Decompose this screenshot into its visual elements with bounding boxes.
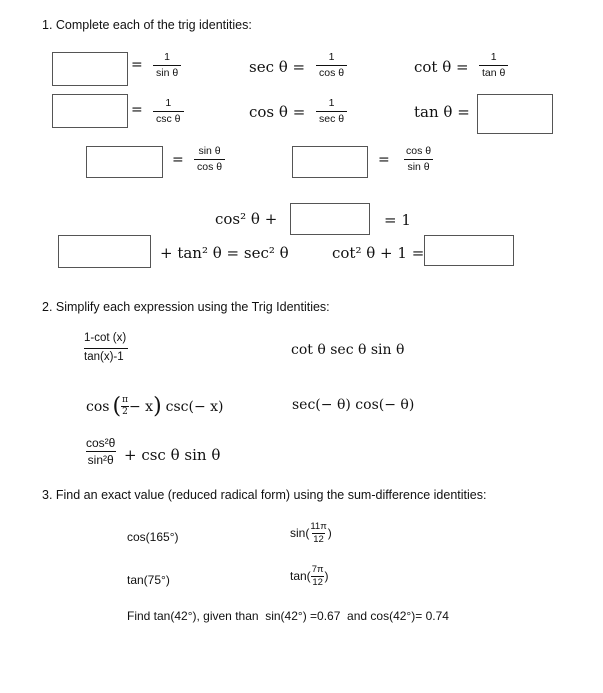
equals-one: = 1 [384, 211, 411, 229]
answer-box-6[interactable] [290, 203, 370, 235]
sin-suffix: ) [327, 526, 332, 540]
expression-1-denominator: tan(x)-1 [84, 348, 128, 364]
pi-over-two-fraction [121, 396, 129, 417]
expression-3-cos: cos [86, 398, 110, 415]
expression-4: sec(− θ) cos(− θ) [292, 397, 415, 413]
answer-box-2[interactable] [52, 94, 128, 128]
cot-label: cot θ = [414, 58, 469, 76]
fraction-numerator: 1 [490, 51, 497, 63]
left-paren: ( [112, 394, 122, 419]
section1-heading: 1. Complete each of the trig identities: [42, 18, 252, 32]
answer-box-8[interactable] [424, 235, 514, 266]
fraction-numerator: 1 [328, 51, 335, 63]
fraction-1-over-csc [153, 98, 184, 124]
equals-sign: = [378, 152, 390, 168]
problem-tan-7pi-12 [290, 565, 329, 587]
seven-pi-over-twelve [311, 565, 325, 587]
fraction-1-over-sec [316, 98, 347, 124]
expression-2: cot θ sec θ sin θ [291, 342, 405, 358]
equals-sign: = [131, 102, 143, 118]
fraction-denominator: tan θ [479, 65, 508, 79]
cos-squared-plus: cos² θ + [215, 210, 278, 228]
expression-1-numerator: 1-cot (x) [84, 332, 127, 344]
problem-tan-42: Find tan(42°), given than sin(42°) =0.67 and cos(42°)= 0.74 [127, 609, 449, 623]
eleven-pi-over-twelve [309, 522, 327, 544]
fraction-1-over-cos [316, 52, 347, 78]
fraction-cos-over-sin [403, 146, 434, 172]
fraction-denominator: cos θ [316, 65, 347, 79]
fraction-1-over-sin [153, 52, 181, 78]
answer-box-1[interactable] [52, 52, 128, 86]
expression-1 [84, 333, 130, 363]
fraction-denominator: 12 [312, 576, 323, 588]
answer-box-7[interactable] [58, 235, 151, 268]
expression-3-csc: csc(− x) [165, 398, 224, 415]
sin-prefix: sin( [290, 526, 310, 540]
problem-tan-75: tan(75°) [127, 573, 170, 587]
fraction-denominator: sin²θ [87, 453, 114, 467]
cot-squared-plus-one: cot² θ + 1 = [332, 244, 425, 262]
cos-label: cos θ = [249, 103, 306, 121]
fraction-denominator: 12 [313, 533, 324, 545]
expression-5-tail: + csc θ sin θ [124, 446, 221, 464]
fraction-numerator: cos²θ [86, 436, 116, 450]
problem-sin-11pi-12 [290, 522, 332, 544]
tan-suffix: ) [324, 569, 329, 583]
fraction-numerator: sin θ [198, 145, 221, 157]
fraction-numerator: 1 [328, 97, 335, 109]
fraction-numerator: 1 [165, 97, 172, 109]
tan-prefix: tan( [290, 569, 311, 583]
fraction-numerator: cos θ [406, 145, 432, 157]
tan-squared-identity: + tan² θ = sec² θ [160, 244, 289, 262]
sec-label: sec θ = [249, 58, 306, 76]
expression-3 [86, 394, 224, 419]
fraction-denominator: sin θ [404, 159, 432, 173]
answer-box-3[interactable] [477, 94, 553, 134]
fraction-denominator: csc θ [153, 111, 184, 125]
right-paren: ) [153, 394, 162, 419]
fraction-denominator: sin θ [153, 65, 181, 79]
fraction-denominator: 2 [122, 407, 128, 417]
answer-box-5[interactable] [292, 146, 368, 178]
tan-label: tan θ = [414, 103, 470, 121]
answer-box-4[interactable] [86, 146, 163, 178]
section2-heading: 2. Simplify each expression using the Trig Identities: [42, 300, 330, 314]
expression-3-minus-x: − x [128, 398, 154, 415]
fraction-denominator: sec θ [316, 111, 347, 125]
fraction-sin-over-cos [194, 146, 225, 172]
fraction-numerator: π [122, 395, 128, 405]
fraction-numerator: 7π [311, 564, 324, 575]
fraction-numerator: 11π [310, 521, 327, 532]
problem-cos-165: cos(165°) [127, 530, 179, 544]
fraction-denominator: cos θ [194, 159, 225, 173]
section3-heading: 3. Find an exact value (reduced radical form) using the sum-difference identities: [42, 488, 487, 502]
expression-5-fraction [84, 437, 117, 466]
equals-sign: = [131, 57, 143, 73]
fraction-1-over-tan [479, 52, 508, 78]
fraction-numerator: 1 [164, 51, 171, 63]
equals-sign: = [172, 152, 184, 168]
